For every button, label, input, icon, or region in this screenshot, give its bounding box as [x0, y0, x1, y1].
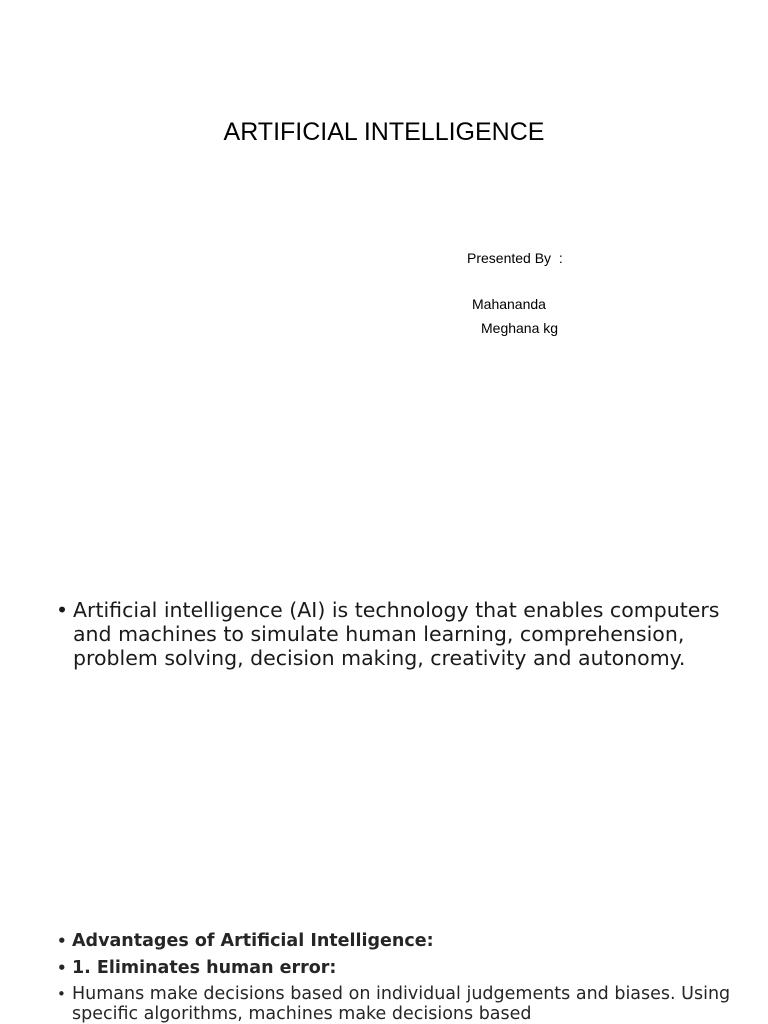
presenter-name: Mahananda	[472, 296, 546, 312]
list-item	[57, 930, 737, 952]
presenter-name: Meghana kg	[481, 320, 559, 336]
advantages-heading: Advantages of Artificial Intelligence:	[72, 931, 434, 951]
bullet-icon: •	[56, 598, 69, 622]
slide-title: ARTIFICIAL INTELLIGENCE	[223, 118, 545, 146]
presented-by-label: Presented By :	[467, 250, 563, 266]
bullet-icon: •	[57, 932, 67, 950]
list-item	[57, 957, 737, 979]
bullet-icon: •	[57, 985, 66, 1003]
list-item	[57, 984, 737, 1024]
ai-definition-text: Artificial intelligence (AI) is technology that enables computers and machines to simulate human learning, comprehension, problem solving, decision making, creativity and autonomy.	[73, 598, 720, 670]
definition-bullet-list	[56, 598, 736, 670]
point-heading: 1. Eliminates human error:	[72, 958, 337, 978]
advantages-bullet-list	[57, 930, 737, 1024]
list-item	[56, 598, 736, 670]
bullet-icon: •	[57, 959, 67, 977]
point-body-text: Humans make decisions based on individual judgements and biases. Using specific algorithms, machines make decisions based	[72, 984, 731, 1024]
